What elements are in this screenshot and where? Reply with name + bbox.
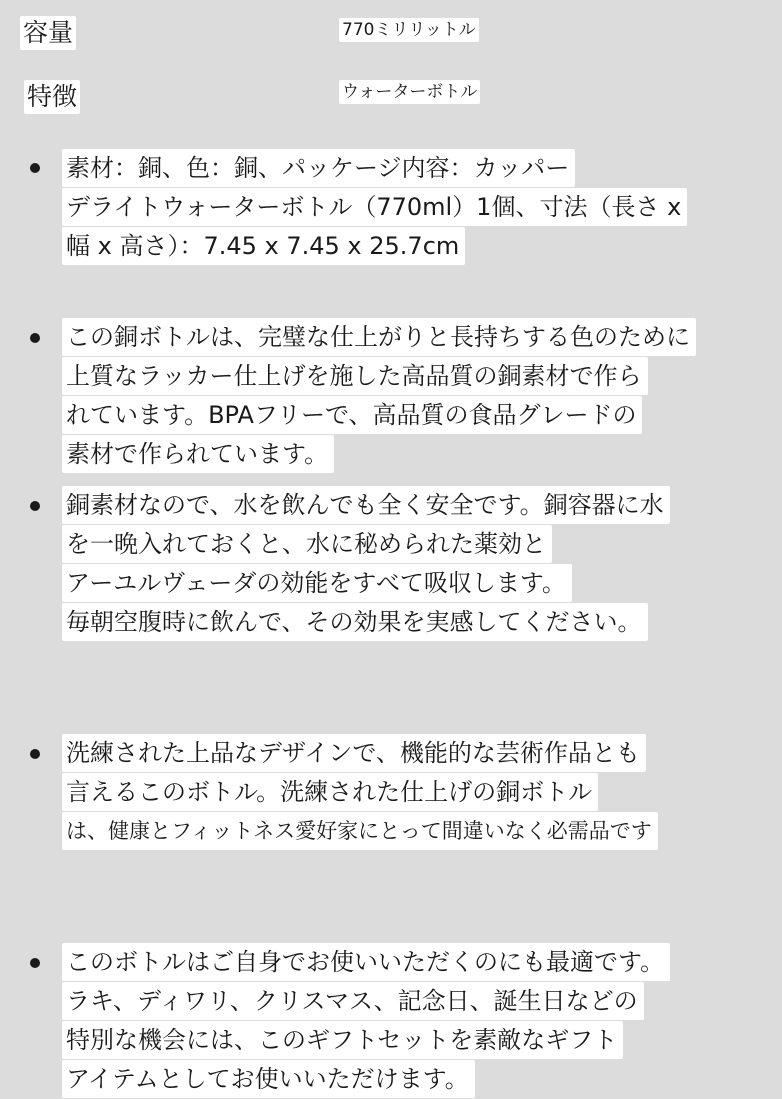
bullet-line: 銅素材なので、水を飲んでも全く安全です。銅容器に水: [62, 486, 670, 524]
bullet-line: アイテムとしてお使いいただけます。: [62, 1060, 475, 1098]
bullet-item-safety: [62, 486, 670, 642]
bullet-dot: [30, 333, 40, 343]
feature-value: ウォーターボトル: [339, 80, 480, 104]
bullet-line: このボトルはご自身でお使いいただくのにも最適です。: [62, 943, 670, 981]
bullet-item-quality: [62, 318, 696, 474]
bullet-line: 上質なラッカー仕上げを施した高品質の銅素材で作ら: [62, 357, 648, 395]
bullet-item-materials: [62, 149, 687, 266]
bullet-dot: [30, 163, 40, 173]
bullet-line: 言えるこのボトル。洗練された仕上げの銅ボトル: [62, 773, 598, 811]
capacity-label: 容量: [20, 16, 76, 50]
bullet-line: 洗練された上品なデザインで、機能的な芸術作品とも: [62, 734, 646, 772]
bullet-line: 特別な機会には、このギフトセットを素敵なギフト: [62, 1021, 623, 1059]
bullet-line: 素材：銅、色：銅、パッケージ内容：カッパー: [62, 149, 575, 187]
bullet-dot: [30, 749, 40, 759]
bullet-dot: [30, 958, 40, 968]
bullet-line: この銅ボトルは、完璧な仕上がりと長持ちする色のために: [62, 318, 696, 356]
bullet-line: 毎朝空腹時に飲んで、その効果を実感してください。: [62, 603, 648, 641]
feature-label: 特徴: [24, 80, 80, 114]
bullet-line: アーユルヴェーダの効能をすべて吸収します。: [62, 564, 572, 602]
bullet-line: は、健康とフィットネス愛好家にとって間違いなく必需品です: [62, 812, 658, 850]
bullet-line: を一晩入れておくと、水に秘められた薬効と: [62, 525, 552, 563]
bullet-item-design: [62, 734, 658, 851]
bullet-line: 素材で作られています。: [62, 435, 334, 473]
capacity-value: 770ミリリットル: [339, 18, 479, 42]
bullet-line: 幅 x 高さ）：7.45 x 7.45 x 25.7cm: [62, 227, 465, 265]
bullet-line: れています。BPAフリーで、高品質の食品グレードの: [62, 396, 642, 434]
bullet-line: ラキ、ディワリ、クリスマス、記念日、誕生日などの: [62, 982, 644, 1020]
bullet-line: デライトウォーターボトル（770ml）1個、寸法（長さ x: [62, 188, 687, 226]
bullet-dot: [30, 501, 40, 511]
bullet-item-gift: [62, 943, 670, 1099]
